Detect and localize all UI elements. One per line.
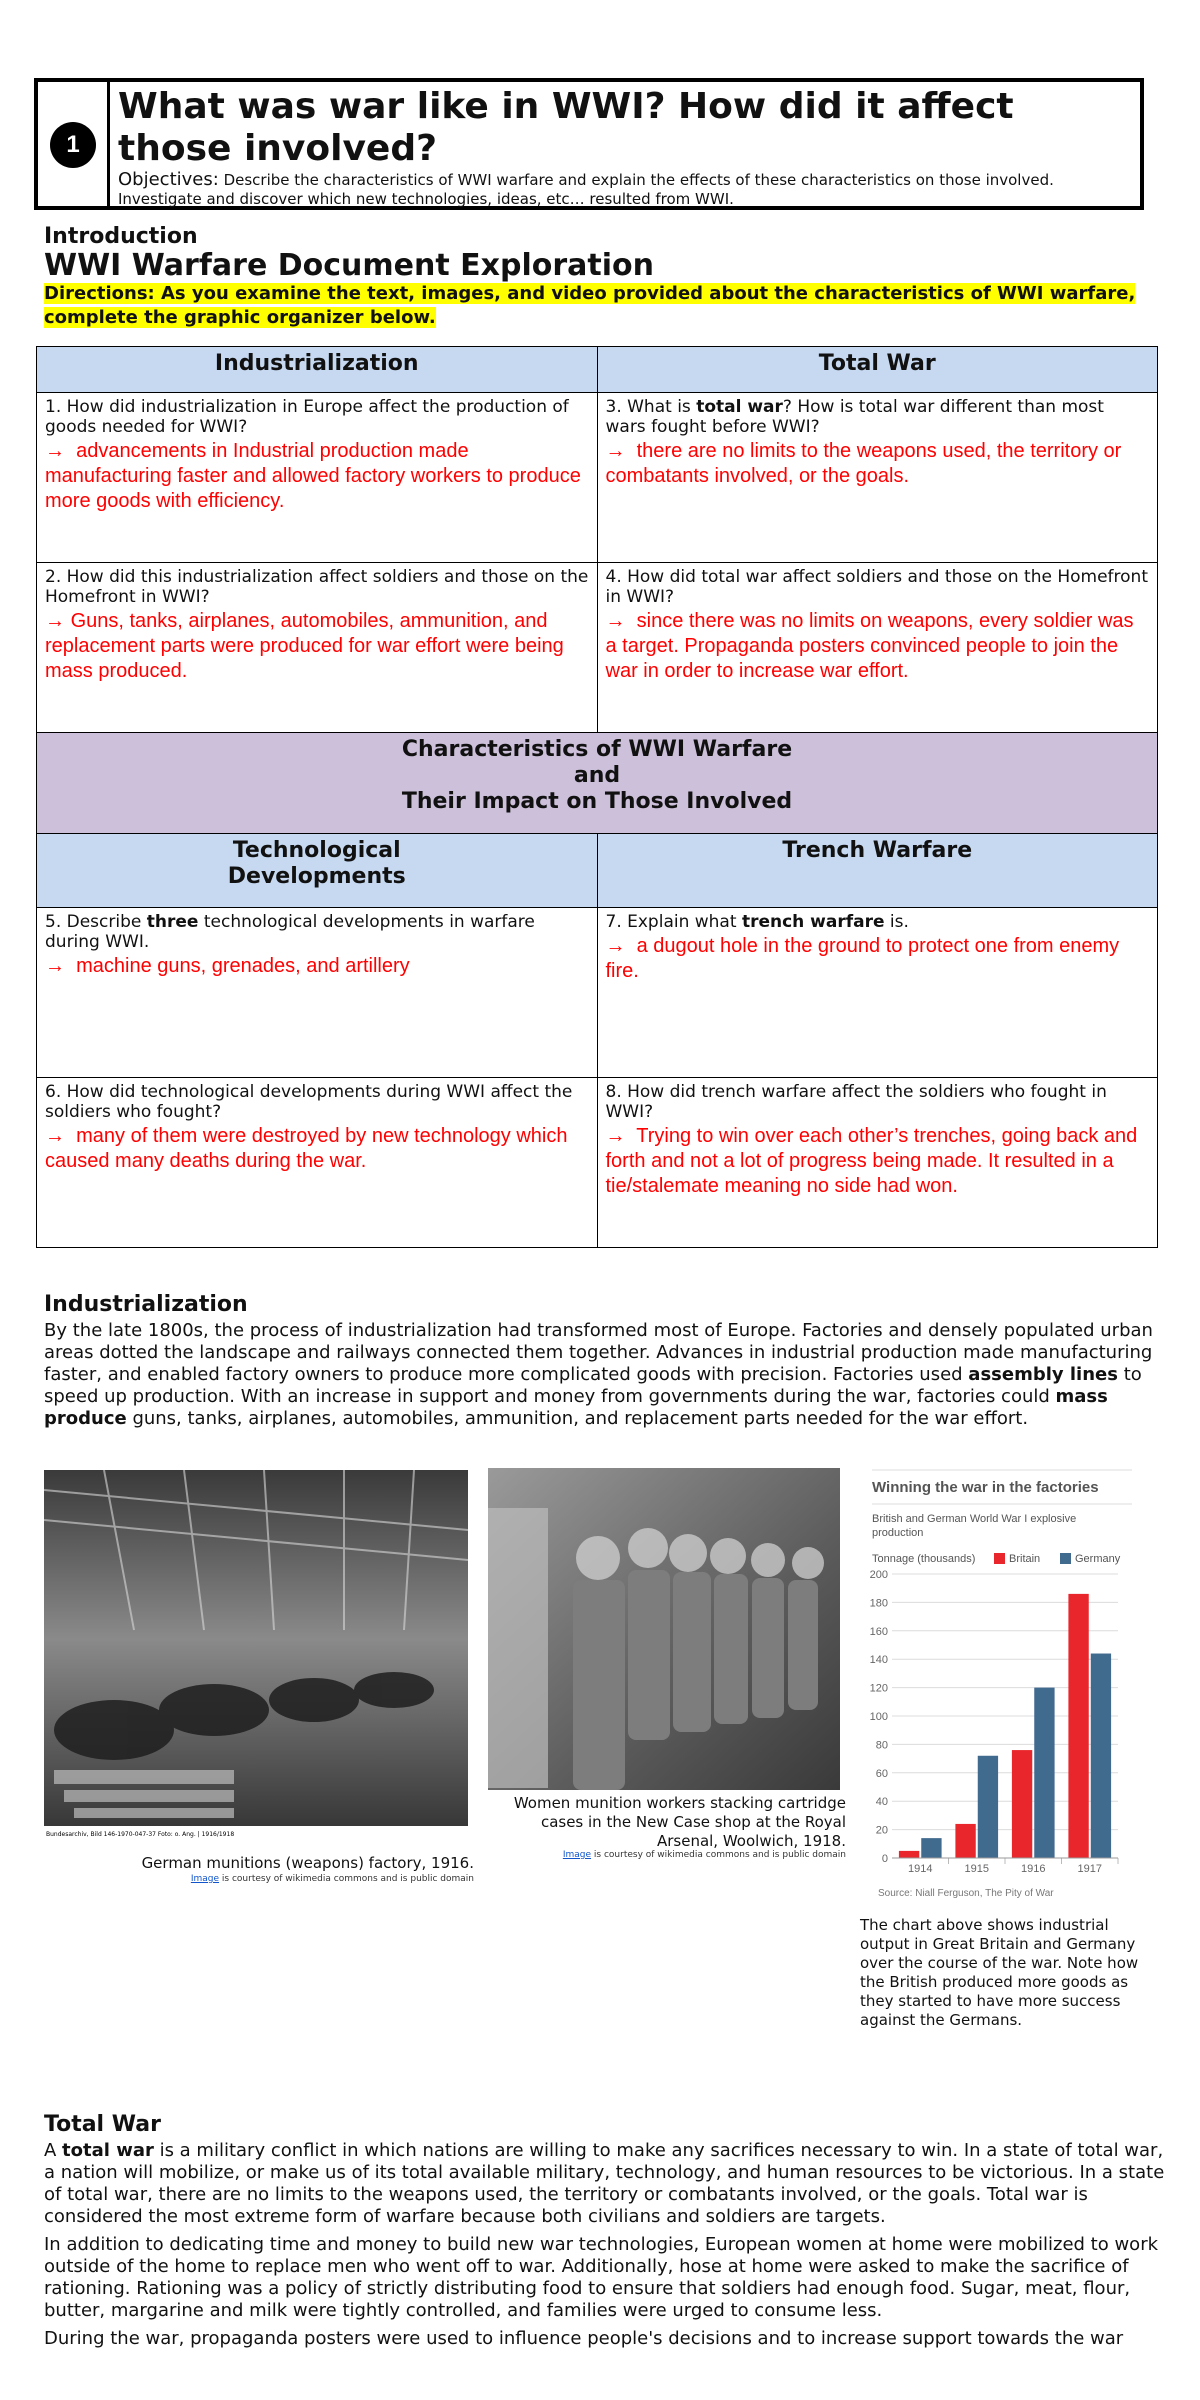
chart-bar-britain-1914 [899, 1851, 919, 1858]
objectives-label: Objectives: [118, 169, 219, 190]
lesson-header [34, 78, 1144, 210]
answer-5 [45, 954, 589, 979]
women-workers-caption: Women munition workers stacking cartridge cases in the New Case shop at the Royal Arsenal, Woolwich, 1918. [513, 1794, 846, 1850]
chart-y-tick-label: 40 [875, 1796, 888, 1809]
chart-bar-germany-1915 [978, 1756, 998, 1858]
industrialization-heading: Industrialization [44, 1292, 248, 1317]
factory-photo-stamp: Bundesarchiv, Bild 146-1970-047-37 Foto: o. Ang. | 1916/1918 [46, 1831, 235, 1838]
organizer-cell-q7[interactable] [597, 908, 1158, 1078]
arrow-icon: → [605, 610, 626, 632]
tech-head-line-2: Developments [227, 864, 406, 889]
chart-x-tick-label: 1916 [1021, 1863, 1046, 1875]
question-2: 2. How did this industrialization affect soldiers and those on the Homefront in WWI? [45, 567, 589, 607]
question-6: 6. How did technological developments during WWI affect the soldiers who fought? [45, 1082, 573, 1122]
answer-2 [45, 609, 589, 684]
factory-credit-text: is courtesy of wikimedia commons and is public domain [219, 1874, 474, 1884]
total-war-heading: Total War [44, 2112, 161, 2137]
chart-y-tick-label: 60 [875, 1767, 888, 1780]
arrow-icon: → [45, 1125, 65, 1147]
organizer-head-technology [37, 834, 598, 908]
answer-1-text: advancements in Industrial production made manufacturing faster and allowed factory workers to produce more goods with efficiency. [45, 440, 581, 512]
arrow-icon: → [45, 955, 65, 977]
organizer-head-industrialization: Industrialization [37, 347, 598, 393]
women-credit-text: is courtesy of wikimedia commons and is public domain [591, 1850, 846, 1860]
organizer-head-trench-warfare: Trench Warfare [597, 834, 1158, 908]
answer-8 [606, 1124, 1150, 1199]
directions [44, 282, 1164, 330]
organizer-head-total-war: Total War [597, 347, 1158, 393]
chart-ylabel: Tonnage (thousands) [872, 1553, 976, 1565]
chart-source: Source: Niall Ferguson, The Pity of War [878, 1888, 1054, 1899]
chart-caption: The chart above shows industrial output in Great Britain and Germany over the course of the war. Note how the British produced more goods as they started to have more success against the Germans. [860, 1916, 1139, 2029]
chart-x-tick-label: 1914 [908, 1863, 933, 1875]
intro-title: WWI Warfare Document Exploration [44, 248, 654, 283]
women-credit-link[interactable]: Image [562, 1850, 592, 1860]
organizer-cell-q6[interactable] [37, 1078, 598, 1248]
answer-5-text: machine guns, grenades, and artillery [76, 955, 410, 977]
factory-credit-link[interactable]: Image [190, 1874, 220, 1884]
graphic-organizer [36, 346, 1158, 1248]
question-3: 3. What is total war? How is total war different than most wars fought before WWI? [605, 397, 1104, 437]
explosive-production-chart [856, 1462, 1132, 1902]
chart-y-tick-label: 160 [869, 1625, 888, 1638]
organizer-cell-q5[interactable] [37, 908, 598, 1078]
lesson-number-badge: 1 [50, 122, 96, 168]
women-workers-photo [488, 1468, 840, 1790]
arrow-icon: → [605, 440, 626, 462]
chart-bar-britain-1916 [1012, 1750, 1032, 1858]
answer-2-text: Guns, tanks, airplanes, automobiles, ammunition, and replacement parts were produced for war effort were being mass produced. [45, 610, 564, 682]
question-4: 4. How did total war affect soldiers and those on the Homefront in WWI? [605, 567, 1148, 607]
question-5: 5. Describe three technological developments in warfare during WWI. [45, 912, 535, 952]
question-8: 8. How did trench warfare affect the soldiers who fought in WWI? [605, 1082, 1107, 1122]
chart-y-tick-label: 200 [869, 1569, 888, 1581]
answer-1 [45, 439, 589, 514]
total-war-paragraph-2: In addition to dedicating time and money to build new war technologies, European women at home were mobilized to work outside of the home to replace men who went off to war. Additionally, hose at home were asked to make the sacrifice of rationing. Rationing was a policy of strictly distributing food to ensure that soldiers had enough food. Sugar, meat, flour, butter, margarine and milk were tightly controlled, and families were urged to consume less. [44, 2234, 1159, 2321]
chart-svg [856, 1462, 1132, 1902]
total-war-paragraph-1: A total war is a military conflict in which nations are willing to make any sacrifices necessary to win. In a state of total war, a nation will mobilize, or make us of its total available military, technology, and human resources to be victorious. In a state of total war, there are no limits to the weapons used, the territory or combatants involved, or the goals. Total war is considered the most extreme form of warfare because both civilians and soldiers are targets. [44, 2140, 1165, 2227]
legend-label-britain: Britain [1009, 1553, 1041, 1565]
legend-swatch-britain [994, 1553, 1005, 1564]
organizer-cell-q8[interactable] [597, 1078, 1158, 1248]
organizer-cell-q2[interactable] [37, 563, 598, 733]
total-war-paragraph-3: During the war, propaganda posters were used to influence people's decisions and to increase support towards the war [44, 2328, 1124, 2349]
legend-swatch-germany [1060, 1553, 1071, 1564]
factory-caption: German munitions (weapons) factory, 1916. [141, 1854, 474, 1872]
chart-bar-germany-1917 [1091, 1654, 1111, 1858]
chart-bars [899, 1594, 1111, 1858]
organizer-section-title [37, 733, 1158, 834]
arrow-icon: → [605, 1125, 626, 1147]
chart-y-tick-label: 100 [869, 1711, 888, 1723]
chart-title: Winning the war in the factories [872, 1479, 1099, 1496]
answer-4-text: since there was no limits on weapons, every soldier was a target. Propaganda posters convinced people to join the war in order to increase war effort. [605, 610, 1134, 682]
chart-x-tick-label: 1917 [1077, 1863, 1102, 1875]
industrialization-paragraph: By the late 1800s, the process of industrialization had transformed most of Europe. Factories and densely populated urban areas dotted the landscape and railways connected them together. Advances in industrial production made manufacturing faster, and enabled factory owners to produce more complicated goods with precision. Factories used assembly lines to speed up production. With an increase in support and money from governments during the war, factories could mass produce guns, tanks, airplanes, automobiles, ammunition, and replacement parts needed for the war effort. [44, 1320, 1153, 1429]
chart-bar-germany-1916 [1034, 1688, 1054, 1858]
arrow-icon: → [605, 935, 626, 957]
answer-3 [606, 439, 1150, 489]
chart-subtitle-2: production [872, 1527, 924, 1539]
chart-y-tick-label: 180 [869, 1597, 888, 1610]
answer-8-text: Trying to win over each other’s trenches, going back and forth and not a lot of progress being made. It resulted in a tie/stalemate meaning no side had won. [605, 1125, 1138, 1197]
question-1: 1. How did industrialization in Europe affect the production of goods needed for WWI? [45, 397, 569, 437]
chart-y-tick-label: 80 [875, 1739, 888, 1752]
chart-subtitle-1: British and German World War I explosive [872, 1513, 1077, 1525]
chart-y-tick-label: 120 [869, 1682, 888, 1695]
factory-credit [44, 1874, 474, 1884]
directions-text: Directions: As you examine the text, images, and video provided about the characteristics of WWI warfare, complete the graphic organizer below. [44, 283, 1136, 328]
chart-bar-germany-1914 [921, 1838, 941, 1858]
chart-x-labels [892, 1858, 1118, 1875]
chart-bar-britain-1917 [1068, 1594, 1088, 1858]
organizer-cell-q1[interactable] [37, 393, 598, 563]
lesson-objectives [118, 170, 1138, 209]
answer-6-text: many of them were destroyed by new technology which caused many deaths during the war. [45, 1125, 568, 1172]
tech-head-line-1: Technological [232, 838, 401, 863]
answer-7 [606, 934, 1150, 984]
intro-label: Introduction [44, 224, 198, 249]
answer-4 [606, 609, 1150, 684]
chart-legend [994, 1553, 1121, 1565]
factory-photo [44, 1470, 468, 1846]
arrow-icon: → [45, 610, 65, 632]
section-title-line-2: and [573, 763, 621, 788]
section-title-line-1: Characteristics of WWI Warfare [401, 737, 793, 762]
answer-7-text: a dugout hole in the ground to protect one from enemy fire. [605, 935, 1120, 982]
legend-label-germany: Germany [1075, 1553, 1121, 1565]
answer-6 [45, 1124, 589, 1174]
organizer-cell-q3[interactable] [597, 393, 1158, 563]
section-title-line-3: Their Impact on Those Involved [401, 789, 793, 814]
women-workers-credit [490, 1850, 846, 1860]
chart-y-tick-label: 140 [869, 1654, 888, 1667]
organizer-cell-q4[interactable] [597, 563, 1158, 733]
chart-bar-britain-1915 [955, 1824, 975, 1858]
chart-x-tick-label: 1915 [964, 1863, 989, 1875]
lesson-number-cell [38, 82, 110, 206]
chart-y-tick-label: 20 [875, 1824, 888, 1837]
chart-y-tick-label: 0 [881, 1853, 888, 1865]
arrow-icon: → [45, 440, 65, 462]
objectives-text: Describe the characteristics of WWI warfare and explain the effects of these characteristics on those involved. Investigate and discover which new technologies, ideas, etc… resulted from WWI. [118, 171, 1054, 208]
answer-3-text: there are no limits to the weapons used, the territory or combatants involved, or the goals. [605, 440, 1122, 487]
question-7: 7. Explain what trench warfare is. [605, 912, 909, 932]
lesson-title: What was war like in WWI? How did it affect those involved? [118, 86, 1014, 169]
